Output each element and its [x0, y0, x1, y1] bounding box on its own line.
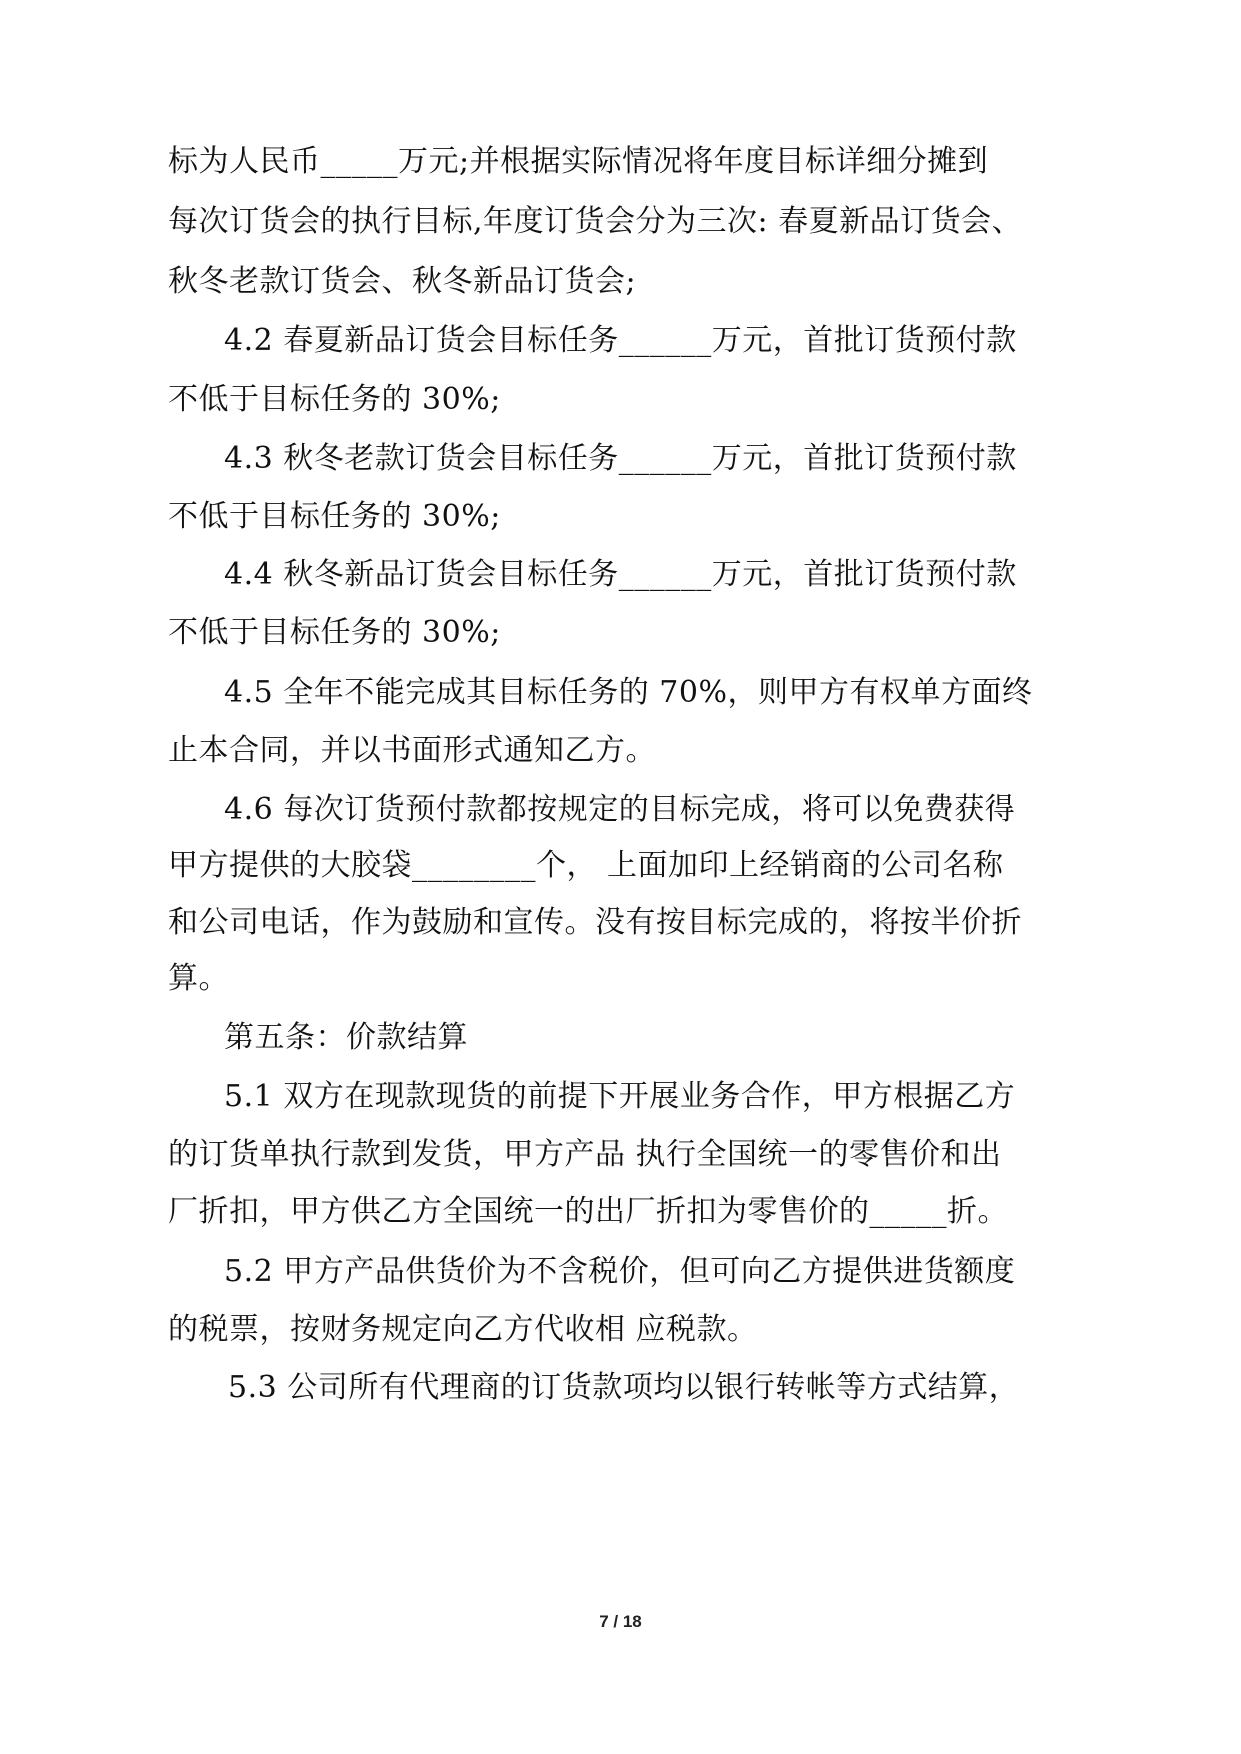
text-line: 止本合同，并以书面形式通知乙方。 — [168, 733, 656, 768]
text-line: 4.3 秋冬老款订货会目标任务______万元，首批订货预付款 — [224, 441, 1017, 476]
text-line: 不低于目标任务的 30%; — [168, 499, 501, 534]
text-line: 的税票，按财务规定向乙方代收相 应税款。 — [168, 1312, 758, 1347]
section-heading: 第五条：价款结算 — [224, 1020, 468, 1055]
page-number: 7 / 18 — [599, 1612, 642, 1631]
text-line: 不低于目标任务的 30%; — [168, 615, 501, 650]
text-line: 算。 — [168, 961, 229, 996]
text-line: 和公司电话，作为鼓励和宣传。没有按目标完成的，将按半价折 — [168, 905, 1022, 940]
text-line: 秋冬老款订货会、秋冬新品订货会; — [168, 264, 637, 299]
text-line: 4.5 全年不能完成其目标任务的 70%，则甲方有权单方面终 — [224, 675, 1033, 710]
text-line: 标为人民币_____万元;并根据实际情况将年度目标详细分摊到 — [168, 144, 989, 179]
text-line: 4.6 每次订货预付款都按规定的目标完成，将可以免费获得 — [224, 792, 1016, 827]
text-line: 5.1 双方在现款现货的前提下开展业务合作，甲方根据乙方 — [224, 1079, 1016, 1114]
text-line: 5.2 甲方产品供货价为不含税价，但可向乙方提供进货额度 — [224, 1254, 1016, 1289]
text-line: 5.3 公司所有代理商的订货款项均以银行转帐等方式结算， — [228, 1370, 1020, 1405]
text-line: 每次订货会的执行目标,年度订货会分为三次: 春夏新品订货会、 — [168, 204, 1023, 239]
text-line: 4.2 春夏新品订货会目标任务______万元，首批订货预付款 — [224, 323, 1017, 358]
text-line: 的订货单执行款到发货，甲方产品 执行全国统一的零售价和出 — [168, 1137, 1002, 1172]
text-line: 不低于目标任务的 30%; — [168, 382, 501, 417]
text-line: 4.4 秋冬新品订货会目标任务______万元，首批订货预付款 — [224, 557, 1017, 592]
text-line: 甲方提供的大胶袋________个， 上面加印上经销商的公司名称 — [168, 848, 1004, 883]
text-line: 厂折扣，甲方供乙方全国统一的出厂折扣为零售价的_____折。 — [168, 1194, 1008, 1229]
